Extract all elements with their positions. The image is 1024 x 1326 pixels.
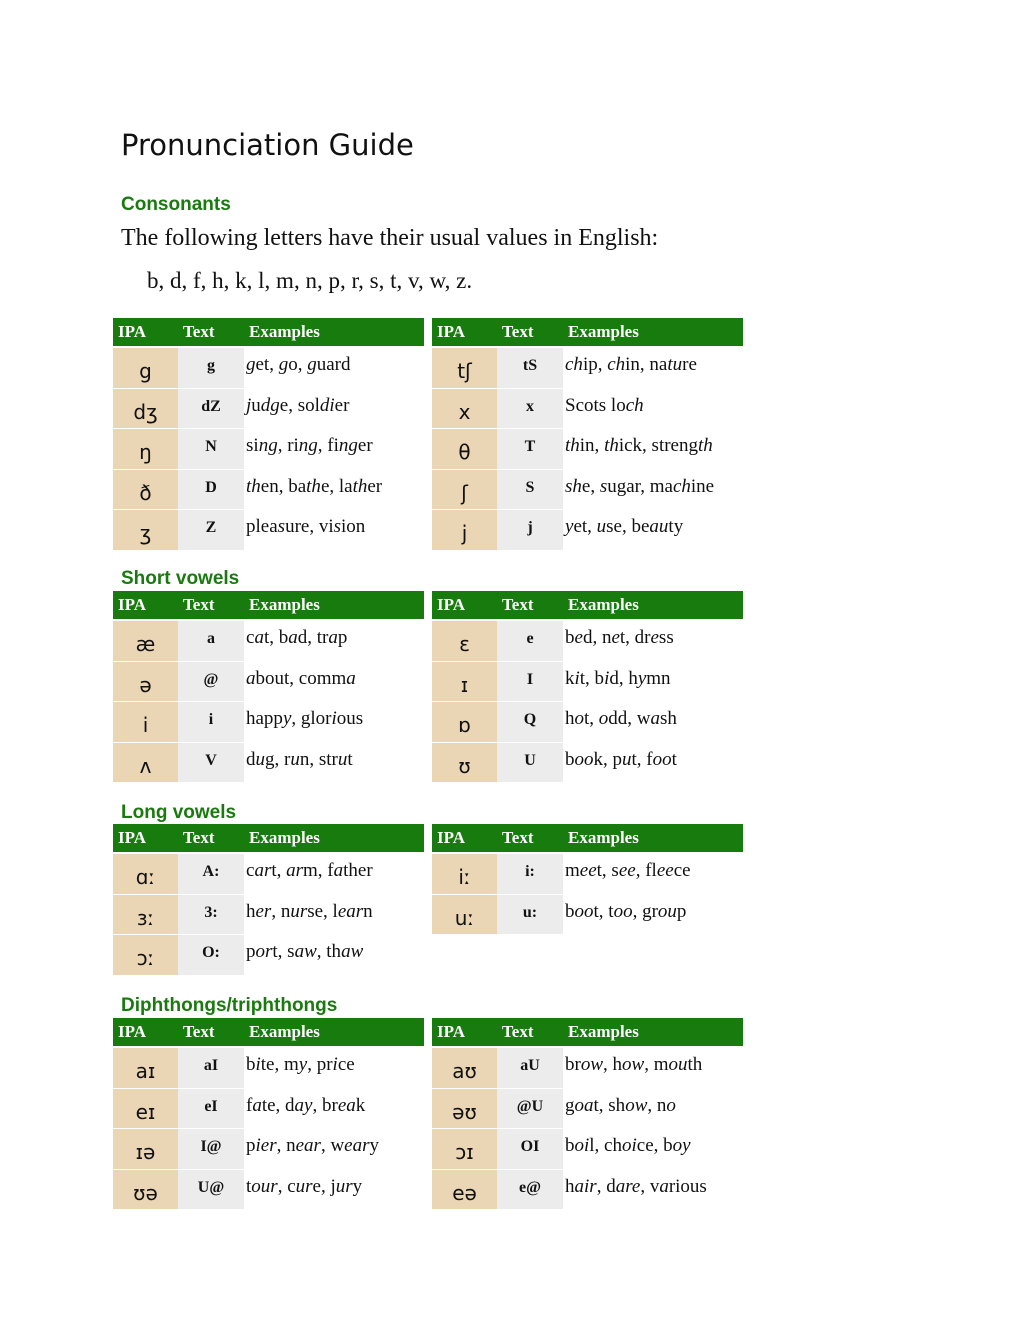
ipa-symbol: uː [432,895,497,936]
text-notation: A: [178,854,244,895]
long-vowels-table-right [432,824,743,935]
table-row [113,470,424,511]
short-vowels-table-left [113,591,424,783]
text-notation: i [178,702,244,743]
examples-cell: cart, arm, father [244,854,424,895]
ipa-symbol: iː [432,854,497,895]
ipa-symbol: ð [113,470,178,511]
ipa-symbol: æ [113,621,178,662]
text-notation: e [497,621,563,662]
table-row [432,1129,743,1170]
text-header: Text [497,1018,563,1048]
ipa-symbol: ʊ [432,743,497,784]
table-row [113,854,424,895]
examples-cell: her, nurse, learn [244,895,424,936]
ipa-header: IPA [113,591,178,621]
short-vowels-table-right [432,591,743,783]
text-notation: Q [497,702,563,743]
ipa-header: IPA [113,824,178,854]
text-notation: I@ [178,1129,244,1170]
ipa-header: IPA [113,318,178,348]
examples-cell: bed, net, dress [563,621,743,662]
table-row [432,1089,743,1130]
table-row [432,621,743,662]
table-row [432,702,743,743]
page-title: Pronunciation Guide [121,128,414,162]
examples-cell: pleasure, vision [244,510,424,551]
section-heading-long-vowels: Long vowels [121,802,237,823]
ipa-header: IPA [432,318,497,348]
examples-header: Examples [244,318,424,348]
text-notation: T [497,429,563,470]
text-notation: g [178,348,244,389]
usual-letters-list: b, d, f, h, k, l, m, n, p, r, s, t, v, w, z. [147,268,473,293]
text-header: Text [178,591,244,621]
ipa-symbol: i [113,702,178,743]
ipa-symbol: aʊ [432,1048,497,1089]
examples-cell: Scots loch [563,389,743,430]
consonants-table-right [432,318,743,551]
text-notation: @U [497,1089,563,1130]
ipa-symbol: ə [113,662,178,703]
examples-cell: then, bathe, lather [244,470,424,511]
ipa-symbol: x [432,389,497,430]
examples-cell: judge, soldier [244,389,424,430]
text-header: Text [178,824,244,854]
diphthongs-table-left [113,1018,424,1210]
consonants-table-left [113,318,424,551]
ipa-symbol: tʃ [432,348,497,389]
table-row [432,1170,743,1211]
examples-cell: sing, ring, finger [244,429,424,470]
text-header: Text [497,824,563,854]
ipa-header: IPA [432,824,497,854]
text-notation: a [178,621,244,662]
examples-cell: pier, near, weary [244,1129,424,1170]
consonants-intro: The following letters have their usual values in English: [121,225,659,251]
table-row [432,895,743,936]
text-notation: x [497,389,563,430]
text-notation: 3: [178,895,244,936]
table-row [113,1048,424,1089]
examples-header: Examples [563,824,743,854]
text-notation: tS [497,348,563,389]
table-row [113,348,424,389]
text-notation: V [178,743,244,784]
ipa-symbol: ɒ [432,702,497,743]
ipa-symbol: g [113,348,178,389]
ipa-header: IPA [432,591,497,621]
text-notation: Z [178,510,244,551]
text-notation: OI [497,1129,563,1170]
examples-cell: hot, odd, wash [563,702,743,743]
table-row [113,1089,424,1130]
examples-cell: fate, day, break [244,1089,424,1130]
examples-cell: yet, use, beauty [563,510,743,551]
text-header: Text [178,318,244,348]
table-row [113,621,424,662]
text-notation: S [497,470,563,511]
examples-cell: chip, chin, nature [563,348,743,389]
ipa-symbol: eə [432,1170,497,1211]
examples-cell: boot, too, group [563,895,743,936]
ipa-symbol: ʊə [113,1170,178,1211]
ipa-symbol: dʒ [113,389,178,430]
text-notation: u: [497,895,563,936]
table-row [113,1170,424,1211]
ipa-symbol: θ [432,429,497,470]
ipa-symbol: j [432,510,497,551]
ipa-symbol: ɜː [113,895,178,936]
examples-header: Examples [244,591,424,621]
examples-cell: happy, glorious [244,702,424,743]
text-notation: eI [178,1089,244,1130]
ipa-symbol: eɪ [113,1089,178,1130]
table-row [113,510,424,551]
ipa-symbol: ŋ [113,429,178,470]
examples-cell: about, comma [244,662,424,703]
text-notation: U [497,743,563,784]
section-heading-diphthongs: Diphthongs/triphthongs [121,995,338,1016]
examples-header: Examples [563,318,743,348]
ipa-symbol: ʌ [113,743,178,784]
text-notation: dZ [178,389,244,430]
examples-cell: kit, bid, hymn [563,662,743,703]
section-heading-short-vowels: Short vowels [121,568,240,589]
ipa-symbol: ɑː [113,854,178,895]
ipa-symbol: ʃ [432,470,497,511]
examples-cell: goat, show, no [563,1089,743,1130]
table-row [113,935,424,976]
table-row [113,429,424,470]
examples-header: Examples [563,1018,743,1048]
examples-header: Examples [563,591,743,621]
table-row [432,1048,743,1089]
section-heading-consonants: Consonants [121,194,231,215]
table-row [113,895,424,936]
examples-cell: tour, cure, jury [244,1170,424,1211]
examples-cell: bite, my, price [244,1048,424,1089]
examples-cell: book, put, foot [563,743,743,784]
ipa-symbol: ɔɪ [432,1129,497,1170]
table-row [432,662,743,703]
ipa-symbol: ɪə [113,1129,178,1170]
ipa-header: IPA [432,1018,497,1048]
examples-cell: get, go, guard [244,348,424,389]
table-row [113,743,424,784]
text-notation: j [497,510,563,551]
text-notation: aI [178,1048,244,1089]
ipa-symbol: aɪ [113,1048,178,1089]
table-row [432,510,743,551]
examples-cell: thin, thick, strength [563,429,743,470]
table-row [432,470,743,511]
table-row [432,854,743,895]
ipa-symbol: ɪ [432,662,497,703]
text-notation: e@ [497,1170,563,1211]
table-row [432,743,743,784]
table-row [432,429,743,470]
examples-header: Examples [244,1018,424,1048]
text-notation: N [178,429,244,470]
ipa-symbol: ʒ [113,510,178,551]
examples-header: Examples [244,824,424,854]
text-notation: O: [178,935,244,976]
table-row [113,702,424,743]
examples-cell: port, saw, thaw [244,935,424,976]
ipa-symbol: ɔː [113,935,178,976]
examples-cell: hair, dare, various [563,1170,743,1211]
examples-cell: cat, bad, trap [244,621,424,662]
examples-cell: meet, see, fleece [563,854,743,895]
text-notation: D [178,470,244,511]
examples-cell: she, sugar, machine [563,470,743,511]
diphthongs-table-right [432,1018,743,1210]
table-row [432,389,743,430]
text-header: Text [497,591,563,621]
table-row [113,1129,424,1170]
table-row [113,662,424,703]
table-row [113,389,424,430]
ipa-symbol: ɛ [432,621,497,662]
ipa-header: IPA [113,1018,178,1048]
text-notation: @ [178,662,244,703]
text-notation: U@ [178,1170,244,1211]
examples-cell: dug, run, strut [244,743,424,784]
long-vowels-table-left [113,824,424,976]
text-header: Text [497,318,563,348]
text-notation: aU [497,1048,563,1089]
examples-cell: boil, choice, boy [563,1129,743,1170]
examples-cell: brow, how, mouth [563,1048,743,1089]
ipa-symbol: əʊ [432,1089,497,1130]
text-header: Text [178,1018,244,1048]
text-notation: I [497,662,563,703]
table-row [432,348,743,389]
text-notation: i: [497,854,563,895]
